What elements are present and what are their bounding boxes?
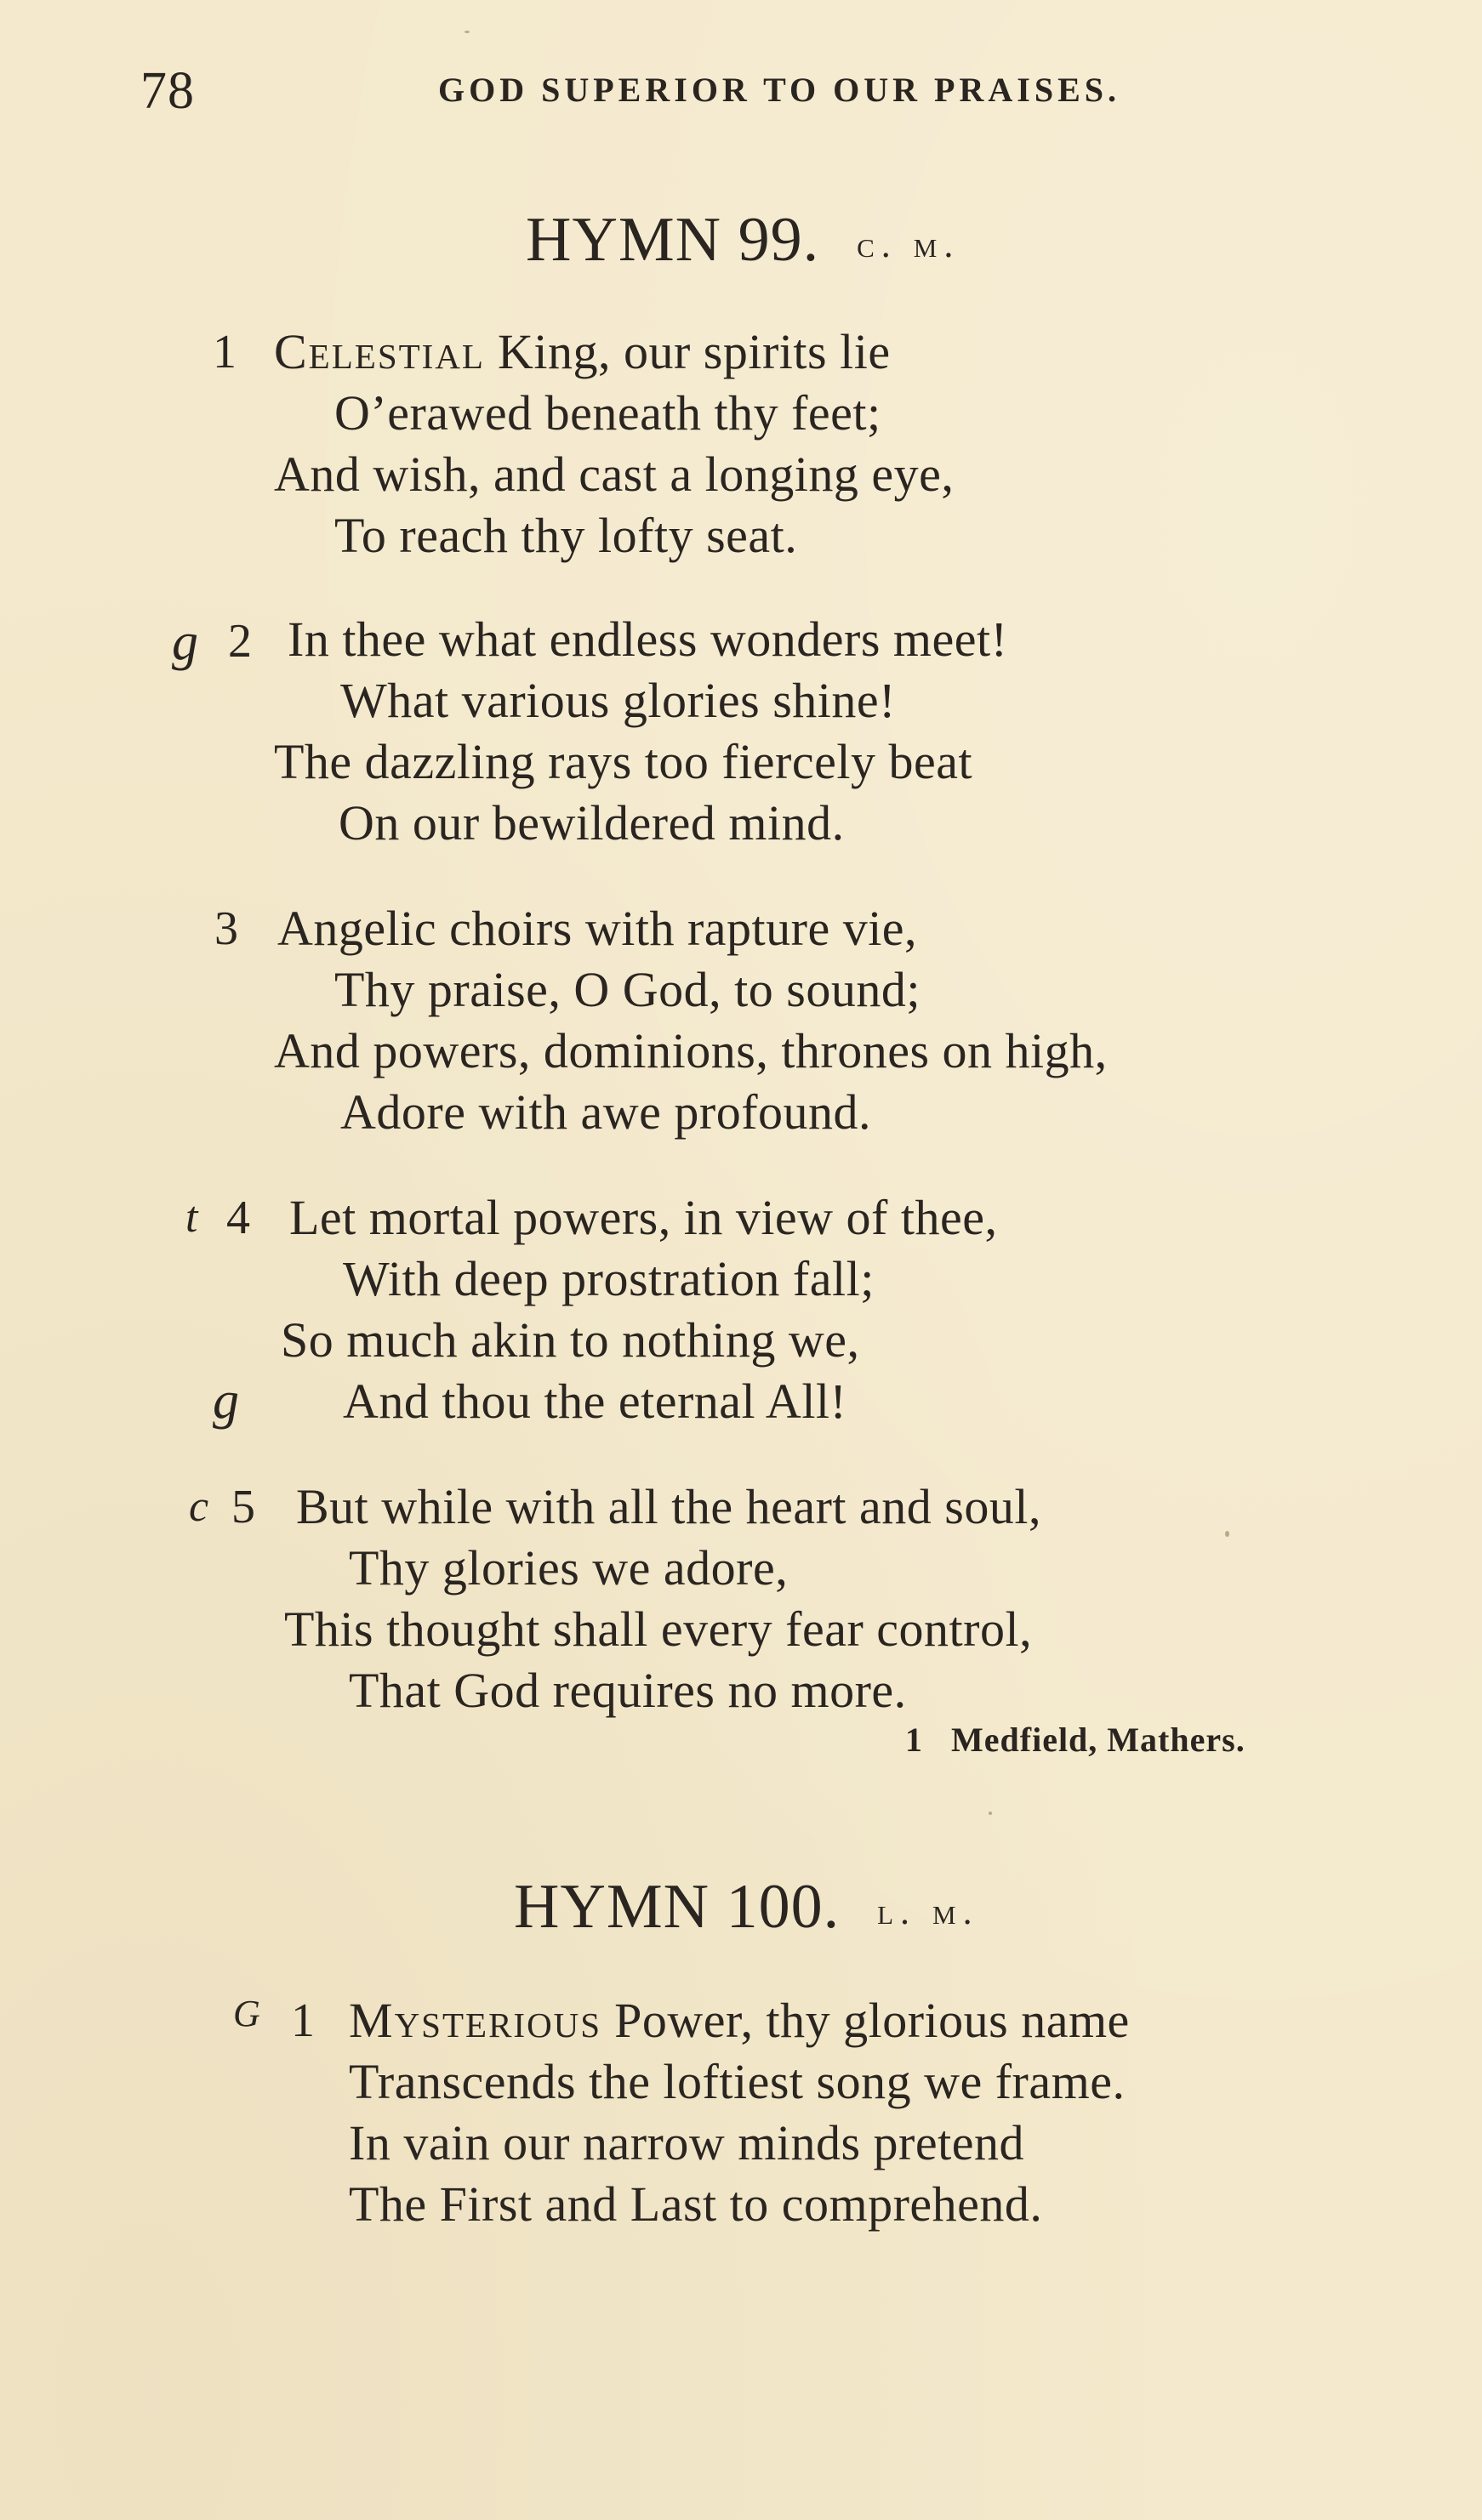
verse-line: In vain our narrow minds pretend bbox=[349, 2115, 1024, 2170]
performance-mark: G bbox=[233, 1993, 260, 2034]
running-title: GOD SUPERIOR TO OUR PRAISES. bbox=[438, 71, 1120, 109]
verse-line: On our bewildered mind. bbox=[339, 795, 845, 850]
performance-mark: g bbox=[172, 613, 198, 671]
tune-reference bbox=[905, 1720, 1245, 1760]
verse-line: The First and Last to comprehend. bbox=[349, 2176, 1043, 2232]
stanza-number: 1 bbox=[291, 1994, 315, 2047]
verse-line: Thy praise, O God, to sound; bbox=[334, 962, 921, 1017]
stanza-first-line: Let mortal powers, in view of thee, bbox=[289, 1190, 998, 1245]
verse-line: With deep prostration fall; bbox=[343, 1251, 875, 1306]
stanza-number: 3 bbox=[214, 902, 238, 955]
stanza-number: 5 bbox=[231, 1481, 255, 1533]
verse-line: Thy glories we adore, bbox=[349, 1540, 789, 1596]
hymn-99-number: HYMN 99. bbox=[526, 205, 820, 275]
tune-number: 1 bbox=[905, 1721, 923, 1759]
stanza-lead-word: Celestial bbox=[274, 324, 485, 379]
verse-line: So much akin to nothing we, bbox=[281, 1312, 860, 1368]
verse-line: And wish, and cast a longing eye, bbox=[274, 447, 955, 502]
performance-mark: g bbox=[213, 1372, 239, 1430]
hymn-99-title bbox=[526, 204, 960, 276]
stanza-first-line: Angelic choirs with rapture vie, bbox=[277, 901, 918, 956]
paper-speck bbox=[465, 31, 470, 33]
verse-line: That God requires no more. bbox=[349, 1663, 907, 1718]
stanza-number: 1 bbox=[213, 326, 237, 378]
verse-line: Adore with awe profound. bbox=[340, 1084, 872, 1140]
hymn-100-number: HYMN 100. bbox=[514, 1872, 841, 1942]
stanza-first-line: Mysterious Power, thy glorious name bbox=[349, 1993, 1130, 2048]
verse-line: What various glories shine! bbox=[340, 673, 896, 728]
paper-speck bbox=[989, 1812, 992, 1815]
paper-speck bbox=[1225, 1531, 1229, 1537]
verse-line: To reach thy lofty seat. bbox=[334, 508, 798, 563]
tune-names: Medfield, Mathers. bbox=[951, 1721, 1245, 1759]
hymn-100-title bbox=[514, 1871, 979, 1943]
verse-line: And thou the eternal All! bbox=[343, 1374, 847, 1429]
page-number: 78 bbox=[140, 62, 195, 120]
stanza-first-line: But while with all the heart and soul, bbox=[296, 1479, 1041, 1534]
verse-line: This thought shall every fear control, bbox=[284, 1601, 1033, 1657]
stanza-lead-word: Mysterious bbox=[349, 1993, 602, 2048]
verse-line: And powers, dominions, thrones on high, bbox=[274, 1023, 1108, 1078]
stanza-number: 4 bbox=[226, 1192, 250, 1244]
performance-mark: t bbox=[185, 1193, 198, 1242]
hymn-100-meter: l. m. bbox=[877, 1891, 979, 1932]
stanza-first-line: Celestial King, our spirits lie bbox=[274, 324, 891, 379]
stanza-number: 2 bbox=[228, 615, 252, 668]
verse-line: O’erawed beneath thy feet; bbox=[334, 385, 881, 441]
verse-line: The dazzling rays too fiercely beat bbox=[274, 734, 973, 789]
stanza-first-line: In thee what endless wonders meet! bbox=[288, 612, 1008, 667]
performance-mark: c bbox=[189, 1482, 209, 1531]
hymn-99-meter: c. m. bbox=[857, 224, 960, 265]
verse-line: Transcends the loftiest song we frame. bbox=[349, 2054, 1126, 2109]
